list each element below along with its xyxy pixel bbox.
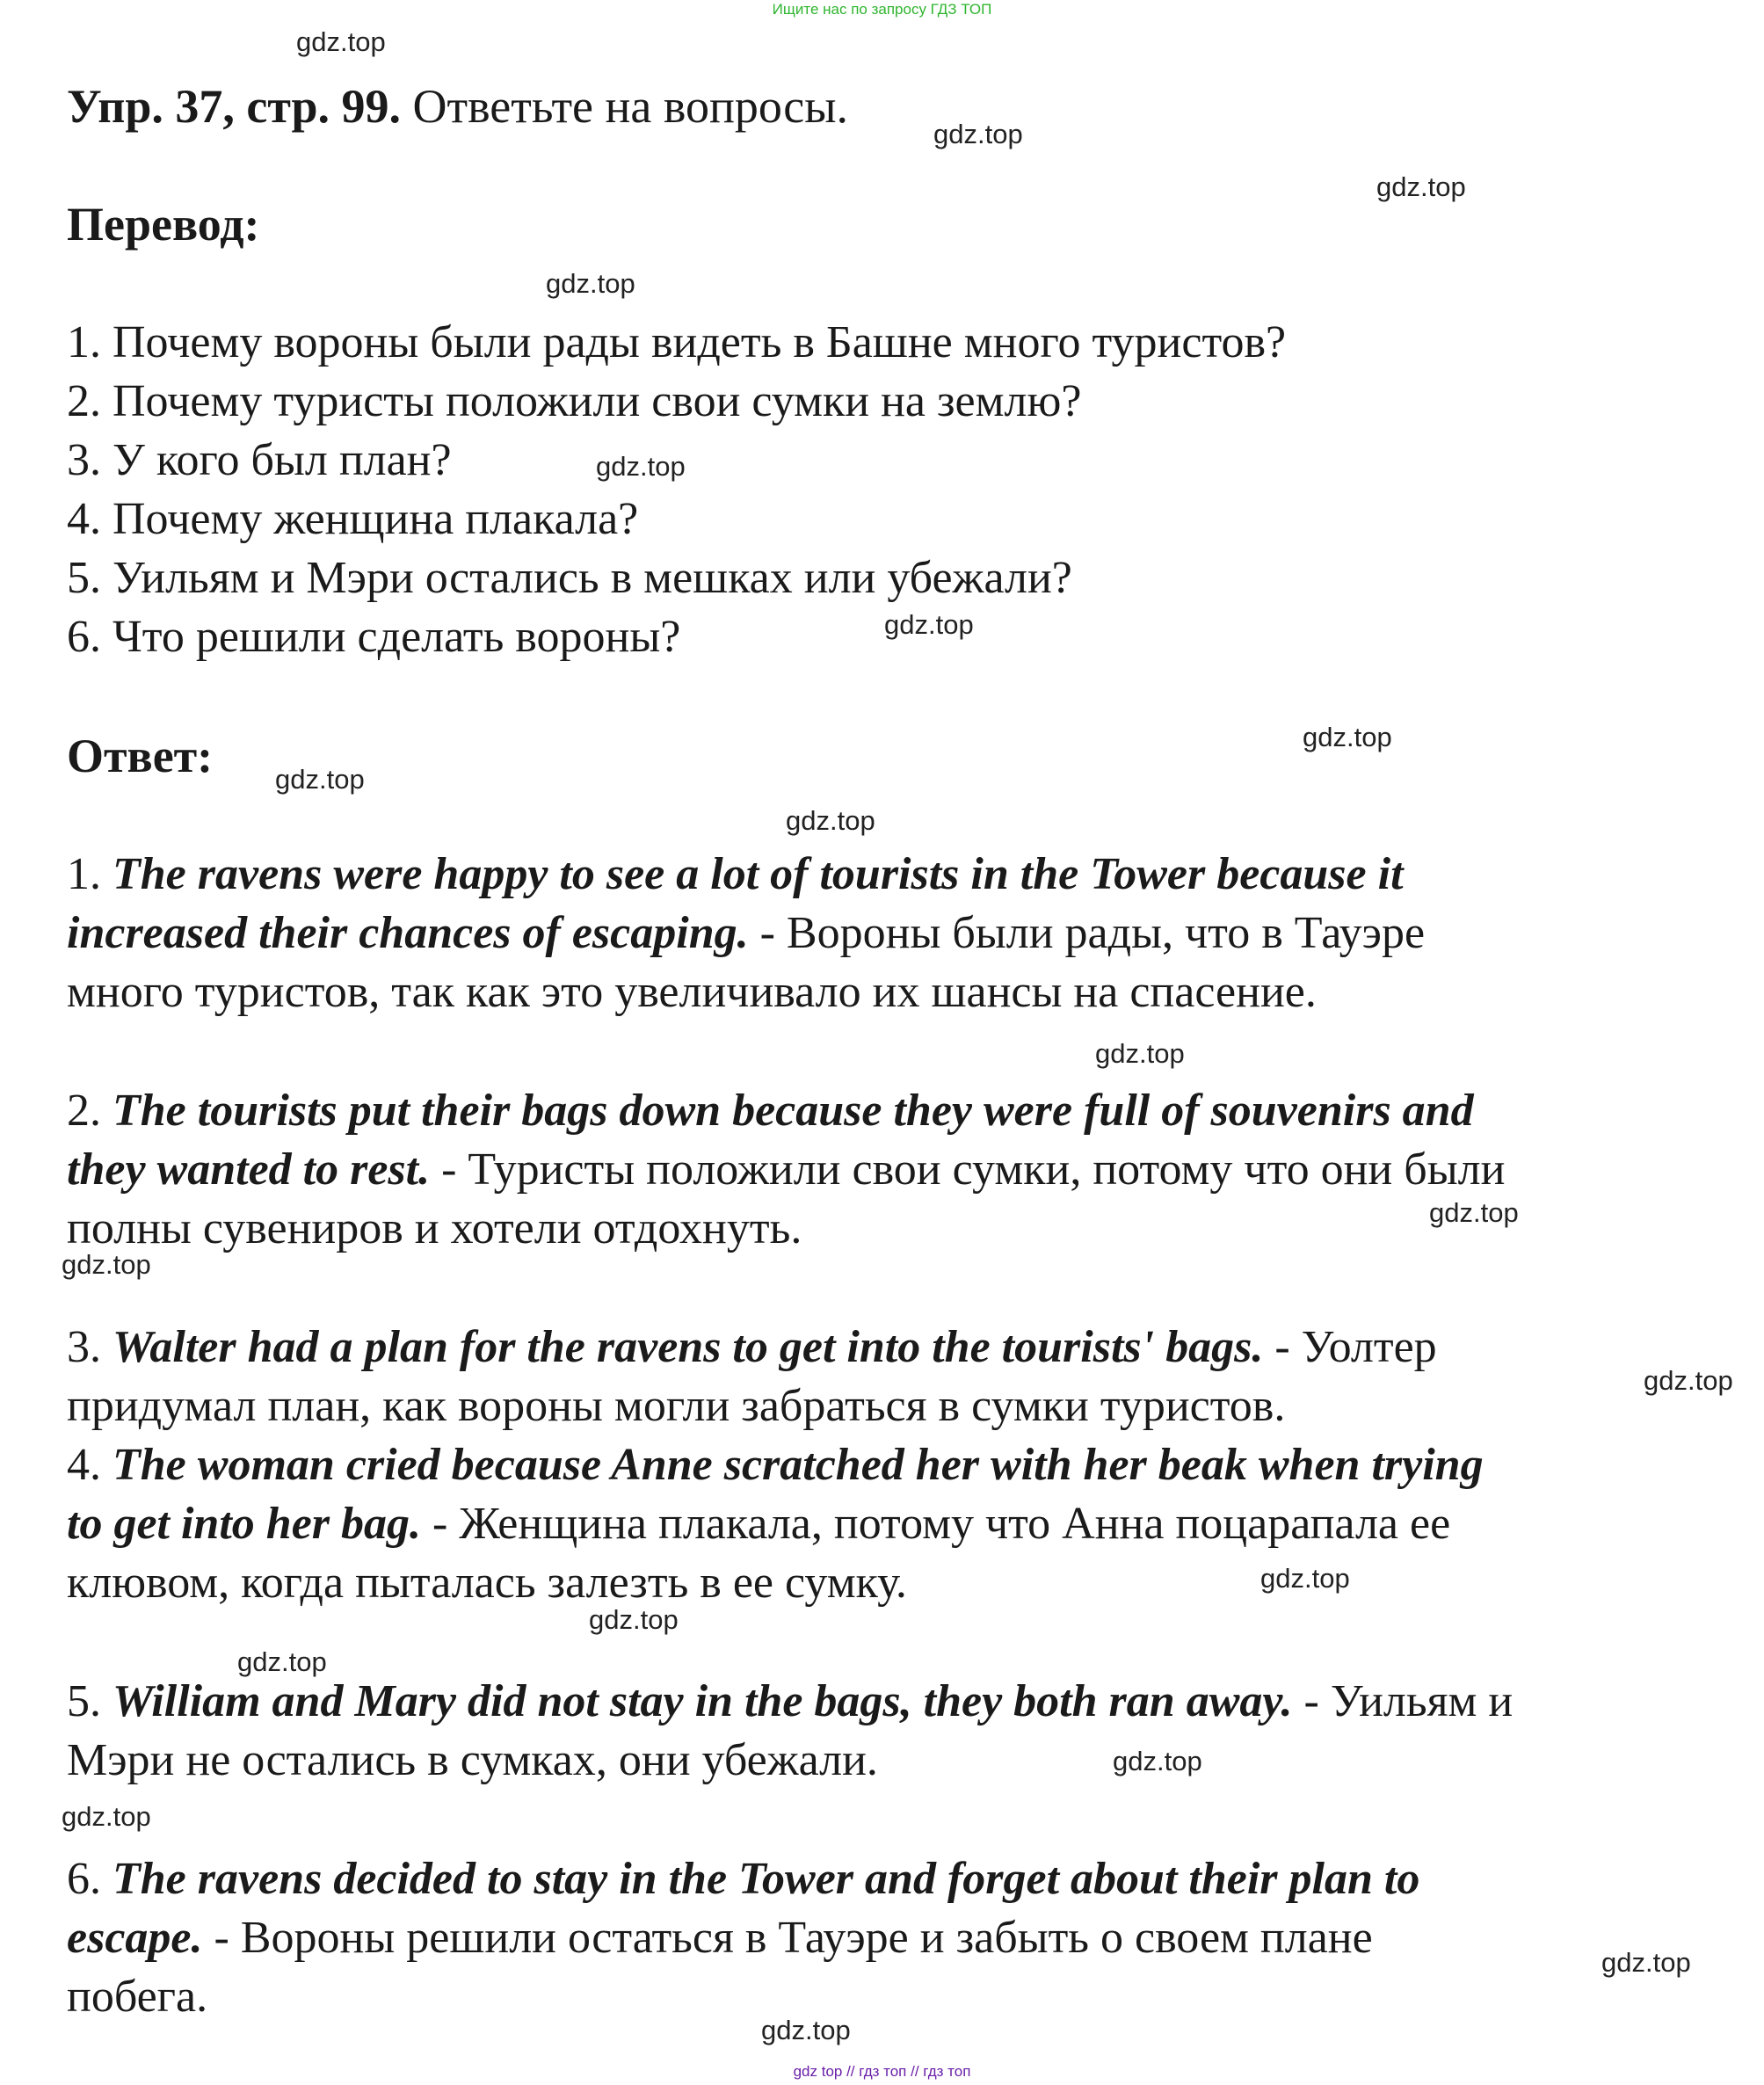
answer-1-line-2 <box>67 904 1425 963</box>
answer-6-line-1 <box>67 1850 1419 1908</box>
question-6: 6. Что решили сделать вороны? <box>67 612 681 662</box>
answer-russian: - Женщина плакала, потому что Анна поцарапала ее <box>421 1499 1451 1549</box>
top-banner: Ищите нас по запросу ГДЗ ТОП <box>772 1 992 18</box>
watermark-text: gdz.top <box>62 1801 151 1832</box>
watermark-text: gdz.top <box>1113 1746 1202 1776</box>
watermark-text: gdz.top <box>1095 1038 1185 1069</box>
answer-4-line-2 <box>67 1495 1450 1553</box>
answer-english: The tourists put their bags down because they were full of souvenirs and <box>113 1086 1474 1136</box>
watermark-text: gdz.top <box>1429 1197 1519 1228</box>
watermark-text: gdz.top <box>546 268 635 299</box>
watermark-text: gdz.top <box>62 1249 151 1280</box>
answer-2-line-1 <box>67 1082 1474 1140</box>
answer-english: The ravens were happy to see a lot of tourists in the Tower because it <box>113 849 1404 899</box>
answer-heading: Ответ: <box>67 730 214 782</box>
answer-russian: - Уолтер <box>1263 1322 1437 1372</box>
answer-1-line-1 <box>67 846 1404 904</box>
answer-number: 3. <box>67 1322 113 1372</box>
watermark-text: gdz.top <box>1601 1947 1691 1978</box>
answer-2-line-2 <box>67 1141 1505 1199</box>
watermark-text: gdz.top <box>761 2015 851 2045</box>
answer-english: William and Mary did not stay in the bags, they both ran away. <box>113 1676 1293 1726</box>
answer-6-line-2 <box>67 1909 1373 1967</box>
answer-russian: - Туристы положили свои сумки, потому что они были <box>430 1144 1506 1195</box>
answer-2-line-3: полны сувениров и хотели отдохнуть. <box>67 1203 802 1253</box>
question-3: 3. У кого был план? <box>67 435 452 485</box>
answer-russian: - Вороны были рады, что в Тауэре <box>748 908 1426 958</box>
question-5: 5. Уильям и Мэри остались в мешках или убежали? <box>67 553 1072 603</box>
answer-3-line-1 <box>67 1319 1437 1377</box>
bottom-footer: gdz top // гдз топ // гдз топ <box>793 2063 971 2080</box>
answer-number: 1. <box>67 849 113 899</box>
answer-english: they wanted to rest. <box>67 1144 431 1195</box>
answer-1-line-3: много туристов, так как это увеличивало их шансы на спасение. <box>67 967 1317 1017</box>
answer-russian: - Уильям и <box>1292 1676 1514 1726</box>
watermark-text: gdz.top <box>596 451 686 482</box>
answer-5-line-1 <box>67 1673 1513 1731</box>
answer-english: The ravens decided to stay in the Tower and forget about their plan to <box>113 1854 1420 1904</box>
answer-number: 2. <box>67 1086 113 1136</box>
answer-english: to get into her bag. <box>67 1499 422 1549</box>
question-2: 2. Почему туристы положили свои сумки на землю? <box>67 376 1082 426</box>
answer-5-line-2: Мэри не остались в сумках, они убежали. <box>67 1735 878 1785</box>
watermark-text: gdz.top <box>589 1604 679 1635</box>
answer-english: The woman cried because Anne scratched her with her beak when trying <box>113 1440 1484 1490</box>
watermark-text: gdz.top <box>884 609 974 640</box>
watermark-text: gdz.top <box>1260 1563 1350 1594</box>
answer-number: 4. <box>67 1440 113 1490</box>
watermark-text: gdz.top <box>786 805 875 836</box>
answer-number: 5. <box>67 1676 113 1726</box>
answer-english: Walter had a plan for the ravens to get into the tourists' bags. <box>113 1322 1264 1372</box>
exercise-number: Упр. 37, стр. 99. <box>67 80 402 133</box>
answer-4-line-3: клювом, когда пыталась залезть в ее сумку. <box>67 1558 907 1608</box>
answer-3-line-2: придумал план, как вороны могли забраться в сумки туристов. <box>67 1381 1286 1431</box>
watermark-text: gdz.top <box>933 119 1023 149</box>
question-1: 1. Почему вороны были рады видеть в Башне много туристов? <box>67 317 1287 367</box>
watermark-text: gdz.top <box>1644 1365 1733 1396</box>
exercise-instruction: Ответьте на вопросы. <box>401 80 848 133</box>
answer-russian: - Вороны решили остаться в Тауэре и забыть о своем плане <box>202 1913 1373 1963</box>
answer-6-line-3: побега. <box>67 1972 208 2022</box>
watermark-text: gdz.top <box>296 26 386 57</box>
question-4: 4. Почему женщина плакала? <box>67 494 639 544</box>
exercise-title <box>67 77 848 135</box>
answer-4-line-1 <box>67 1436 1484 1494</box>
watermark-text: gdz.top <box>237 1646 327 1677</box>
watermark-text: gdz.top <box>275 764 365 795</box>
answer-number: 6. <box>67 1854 113 1904</box>
watermark-text: gdz.top <box>1303 722 1392 752</box>
answer-english: escape. <box>67 1913 203 1963</box>
watermark-text: gdz.top <box>1376 171 1466 202</box>
translation-heading: Перевод: <box>67 198 260 251</box>
answer-english: increased their chances of escaping. <box>67 908 749 958</box>
